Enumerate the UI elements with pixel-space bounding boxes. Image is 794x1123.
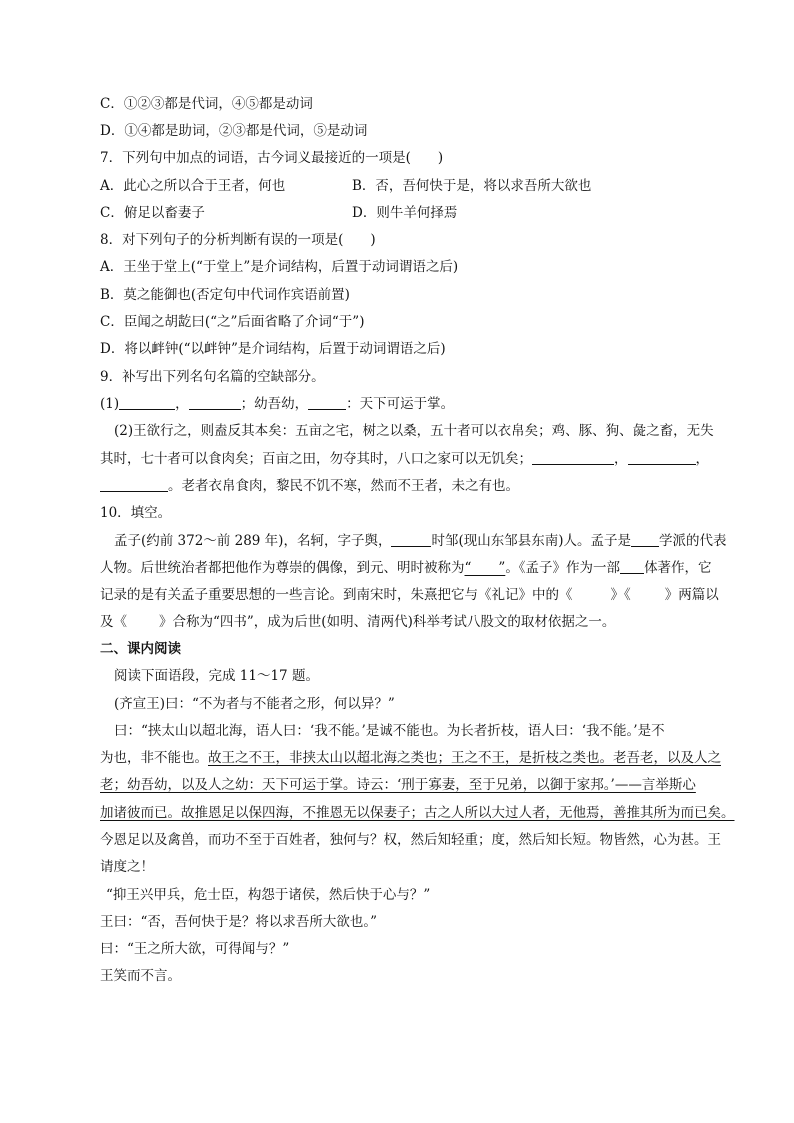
answer-blank[interactable] xyxy=(532,450,614,465)
answer-blank[interactable] xyxy=(119,395,175,410)
q10-line-1: 孟子(约前 372～前 289 年)，名轲，字子舆， 时邹(现山东邹县东南)人。孟子是 学派的代表 xyxy=(114,533,727,549)
reading-instruction: 阅读下面语段，完成 11～17 题。 xyxy=(114,668,319,684)
answer-blank[interactable] xyxy=(189,395,241,410)
q9-part-2-line-2: 其时，七十者可以食肉矣；百亩之田，勿夺其时，八口之家可以无饥矣； ， ， xyxy=(100,451,709,467)
q9-part-2-line-3: 。老者衣帛食肉，黎民不饥不寒，然而不王者，未之有也。 xyxy=(100,477,519,495)
passage-line-6: 今恩足以及禽兽，而功不至于百姓者，独何与？权，然后知轻重；度，然后知长短。物皆然，心为甚。王 xyxy=(100,832,721,848)
q9-part-2-line-1: (2)王欲行之，则盍反其本矣：五亩之宅，树之以桑，五十者可以衣帛矣；鸡、豚、狗、彘之畜，无失 xyxy=(114,423,714,439)
passage-line-2: 曰：“挟太山以超北海，语人曰：‘我不能。’是诚不能也。为长者折枝，语人曰：‘我不能。’是不 xyxy=(114,723,665,739)
answer-blank[interactable] xyxy=(631,532,659,547)
question-7: 7．下列句中加点的词语，古今词义最接近的一项是( ) xyxy=(100,150,444,166)
section-heading: 二、课内阅读 xyxy=(100,641,181,657)
passage-line-1: (齐宣王)曰：“不为者与不能者之形，何以异？” xyxy=(114,696,395,712)
question-10: 10．填空。 xyxy=(100,505,172,521)
option-d-q7: D．则牛羊何择焉 xyxy=(352,205,458,221)
underlined-passage: 故王之不王，非挟太山以超北海之类也；王之不王，是折枝之类也。老吾老，以及人之 xyxy=(208,750,721,766)
option-d-q6: D．①④都是助词，②③都是代词，⑤是动词 xyxy=(100,123,368,139)
option-c-q6: C．①②③都是代词，④⑤都是动词 xyxy=(100,96,313,112)
passage-line-4: 老；幼吾幼，以及人之幼：天下可运于掌。诗云：‘刑于寡妻，至于兄弟，以御于家邦。’——言举斯心 xyxy=(100,777,696,793)
option-d-q8: D．将以衅钟(“以衅钟”是介词结构，后置于动词谓语之后) xyxy=(100,341,446,357)
q10-line-2: 人物。后世统治者都把他作为尊崇的偶像，到元、明时被称为“ ”。《孟子》作为一部 体著作，它 xyxy=(100,560,712,576)
passage-line-10: 曰：“王之所大欲，可得闻与？” xyxy=(100,941,290,957)
passage-line-8: “抑王兴甲兵，危士臣，构怨于诸侯，然后快于心与？” xyxy=(106,887,431,903)
passage-line-3: 为也，非不能也。故王之不王，非挟太山以超北海之类也；王之不王，是折枝之类也。老吾老，以及人之 xyxy=(100,750,721,766)
answer-blank[interactable] xyxy=(620,559,644,574)
question-9: 9．补写出下列名句名篇的空缺部分。 xyxy=(100,369,325,385)
passage-line-11: 王笑而不言。 xyxy=(100,968,181,984)
option-c-q7: C．俯足以畜妻子 xyxy=(100,205,205,221)
passage-line-7: 请度之！ xyxy=(100,859,154,875)
answer-blank[interactable] xyxy=(391,532,431,547)
q10-line-3: 记录的是有关孟子重要思想的一些言论。到南宋时，朱熹把它与《礼记》中的《 》《 》两篇以 xyxy=(100,587,719,603)
question-8: 8．对下列句子的分析判断有误的一项是( ) xyxy=(100,232,376,248)
option-b-q8: B．莫之能御也(否定句中代词作宾语前置) xyxy=(100,287,350,303)
passage-line-9: 王曰：“否，吾何快于是？将以求吾所大欲也。” xyxy=(100,914,378,930)
q9-part-1: (1) ， ；幼吾幼， ：天下可运于掌。 xyxy=(100,396,455,412)
passage-line-5: 加诸彼而已。故推恩足以保四海，不推恩无以保妻子；古之人所以大过人者，无他焉，善推其所为而已矣。 xyxy=(100,805,735,821)
answer-blank[interactable] xyxy=(628,450,696,465)
answer-blank[interactable] xyxy=(308,395,346,410)
q10-line-4: 及《 》合称为“四书”，成为后世(如明、清两代)科举考试八股文的取材依据之一。 xyxy=(100,614,616,630)
option-a-q8: A．王坐于堂上(“于堂上”是介词结构，后置于动词谓语之后) xyxy=(100,259,459,275)
answer-blank[interactable] xyxy=(100,477,168,492)
option-c-q8: C．臣闻之胡龁曰(“之”后面省略了介词“于”) xyxy=(100,314,365,330)
option-b-q7: B．否，吾何快于是，将以求吾所大欲也 xyxy=(352,178,592,194)
option-a-q7: A．此心之所以合于王者，何也 xyxy=(100,178,286,194)
